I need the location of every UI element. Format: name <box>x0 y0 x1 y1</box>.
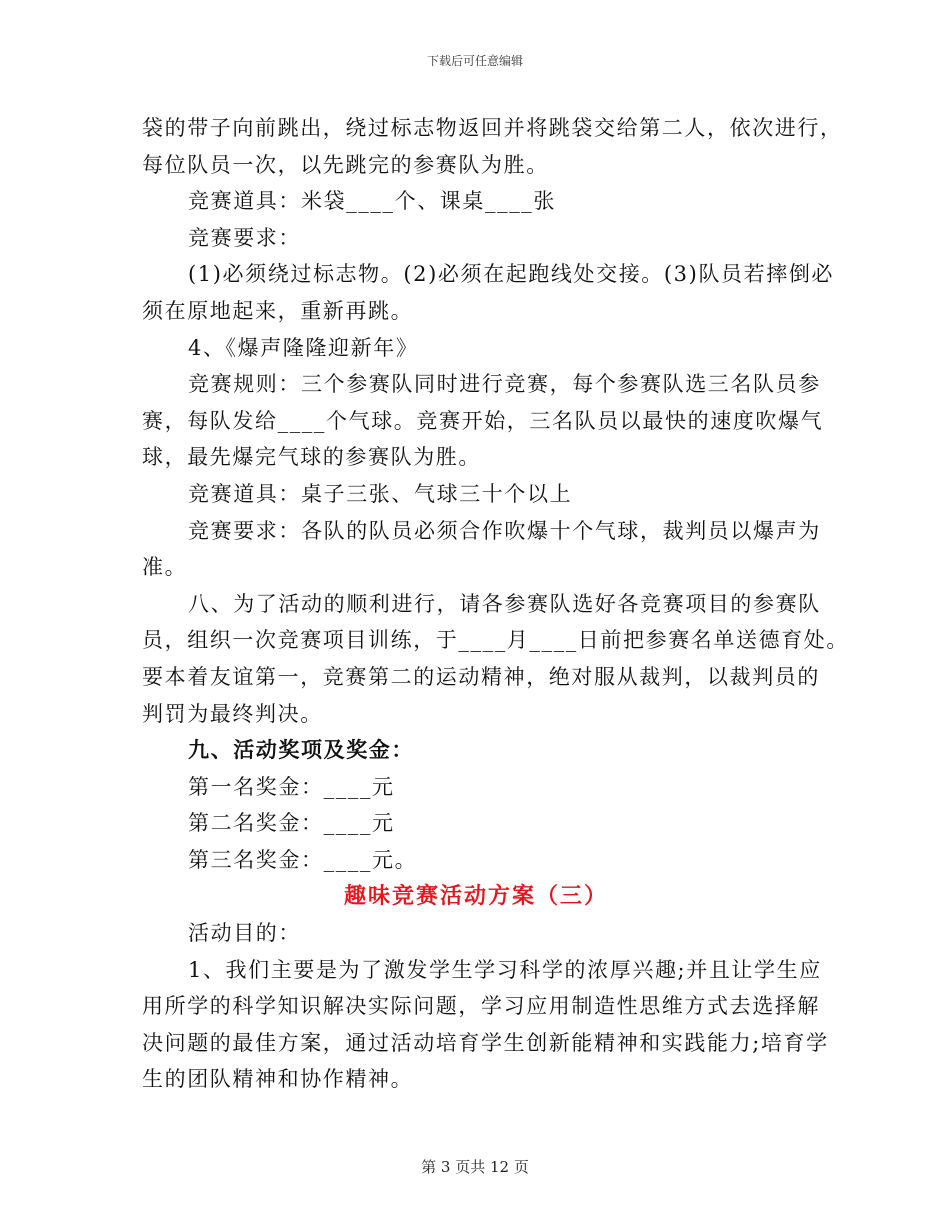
document-title: 趣味竞赛活动方案（三） <box>343 883 608 910</box>
paragraph-line: 要本着友谊第一，竞赛第二的运动精神，绝对服从裁判，以裁判员的 <box>142 664 820 689</box>
paragraph-line: 1、我们主要是为了激发学生学习科学的浓厚兴趣;并且让学生应 <box>188 957 822 982</box>
section-heading: 九、活动奖项及奖金： <box>188 737 414 763</box>
paragraph-line: 生的团队精神和协作精神。 <box>142 1067 414 1092</box>
prize-line: 第二名奖金：____元 <box>188 811 395 836</box>
paragraph-line: 决问题的最佳方案，通过活动培育学生创新能精神和实践能力;培育学 <box>142 1030 829 1055</box>
paragraph-line: 八、为了活动的顺利进行，请各参赛队选好各竞赛项目的参赛队 <box>188 591 821 616</box>
paragraph-line: 袋的带子向前跳出，绕过标志物返回并将跳袋交给第二人，依次进行， <box>142 116 843 140</box>
paragraph-line: (1)必须绕过标志物。(2)必须在起跑线处交接。(3)队员若摔倒必 <box>188 262 835 287</box>
paragraph-line: 球，最先爆完气球的参赛队为胜。 <box>142 445 481 470</box>
section-heading: 4、《爆声隆隆迎新年》 <box>188 335 419 360</box>
document-body <box>142 110 849 1098</box>
props-line: 竞赛道具：桌子三张、气球三十个以上 <box>188 481 573 506</box>
paragraph-line: 须在原地起来，重新再跳。 <box>142 298 414 323</box>
prize-line: 第三名奖金：____元。 <box>188 847 418 872</box>
paragraph-line: 竞赛规则：三个参赛队同时进行竞赛，每个参赛队选三名队员参 <box>188 372 821 397</box>
props-line: 竞赛道具：米袋____个、课桌____张 <box>188 189 556 214</box>
paragraph-line: 员，组织一次竞赛项目训练，于____月____日前把参赛名单送德育处。 <box>142 628 849 653</box>
page-header: 下载后可任意编辑 <box>426 54 523 68</box>
paragraph-line: 赛，每队发给____个气球。竞赛开始，三名队员以最快的速度吹爆气 <box>142 408 824 433</box>
prize-line: 第一名奖金：____元 <box>188 774 395 799</box>
paragraph-line: 准。 <box>142 555 188 580</box>
requirements-label: 竞赛要求： <box>188 225 301 250</box>
paragraph-line: 竞赛要求：各队的队员必须合作吹爆十个气球，裁判员以爆声为 <box>188 518 821 543</box>
paragraph-line: 用所学的科学知识解决实际问题，学习应用制造性思维方式去选择解 <box>142 994 820 1019</box>
paragraph-line: 判罚为最终判决。 <box>142 701 323 726</box>
paragraph-line: 每位队员一次，以先跳完的参赛队为胜。 <box>142 152 549 177</box>
section-label: 活动目的： <box>188 921 301 946</box>
page-footer: 第 3 页共 12 页 <box>421 1158 529 1176</box>
